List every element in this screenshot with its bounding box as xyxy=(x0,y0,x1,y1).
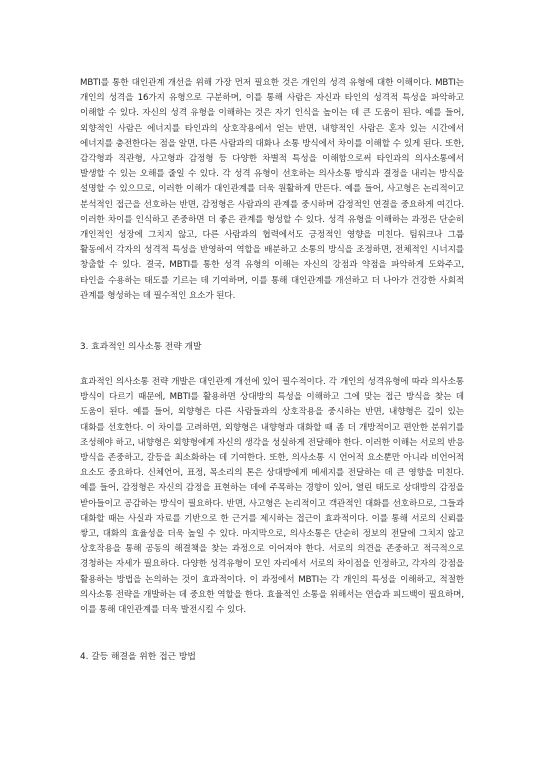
section-3-paragraph: 효과적인 의사소통 전략 개발은 대인관계 개선에 있어 필수적이다. 각 개인의 성격유형에 따라 의사소통 방식이 다르기 때문에, MBTI를 활용하면 상대방의 특성을 이해하고 그에 맞는 접근 방식을 찾는 데 도움이 된다. 예를 들어, 외향형은 다른 사람들과의 상호작용을 중시하는 반면, 내향형은 깊이 있는 대화를 선호한다. 이 차이를 고려하면, 외향형은 내향형과 대화할 때 좀 더 개방적이고 편안한 분위기를 조성해야 하고, 내향형은 외향형에게 자신의 생각을 성실하게 전달해야 한다. 이러한 이해는 서로의 반응 방식을 존중하고, 갈등을 최소화하는 데 기여한다. 또한, 의사소통 시 언어적 요소뿐만 아니라 비언어적 요소도 중요하다. 신체언어, 표정, 목소리의 톤은 상대방에게 메세지를 전달하는 데 큰 영향을 미친다. 예를 들어, 감정형은 자신의 감정을 표현하는 데에 주목하는 경향이 있어, 열린 태도로 상대방의 감정을 받아들이고 공감하는 방식이 필요하다. 반면, 사고형은 논리적이고 객관적인 대화를 선호하므로, 그들과 대화할 때는 사실과 자료를 기반으로 한 근거를 제시하는 접근이 효과적이다. 이를 통해 서로의 신뢰를 쌓고, 대화의 효율성을 더욱 높일 수 있다. 마지막으로, 의사소통은 단순히 정보의 전달에 그치지 않고 상호작용을 통해 공동의 해결책을 찾는 과정으로 이어져야 한다. 서로의 의견을 존중하고 적극적으로 경청하는 자세가 필요하다. 다양한 성격유형이 모인 자리에서 서로의 차이점을 인정하고, 각자의 강점을 활용하는 방법을 논의하는 것이 효과적이다. 이 과정에서 MBTI는 각 개인의 특성을 이해하고, 적절한 의사소통 전략을 개발하는 데 중요한 역할을 한다. 효율적인 소통을 위해서는 연습과 피드백이 필요하며, 이를 통해 대인관계를 더욱 발전시킬 수 있다. xyxy=(80,377,464,616)
section-4-heading: 4. 갈등 해결을 위한 접근 방법 xyxy=(80,652,196,663)
section-3-heading: 3. 효과적인 의사소통 전략 개발 xyxy=(80,342,202,353)
document-body xyxy=(80,76,464,665)
section-2-paragraph: MBTI를 통한 대인관계 개선을 위해 가장 먼저 필요한 것은 개인의 성격 유형에 대한 이해이다. MBTI는 개인의 성격을 16가지 유형으로 구분하며, 이를 통해 사람은 자신과 타인의 성격적 특성을 파악하고 이해할 수 있다. 자신의 성격 유형을 이해하는 것은 자기 인식을 높이는 데 큰 도움이 된다. 예를 들어, 외향적인 사람은 에너지를 타인과의 상호작용에서 얻는 반면, 내향적인 사람은 혼자 있는 시간에서 에너지를 충전한다는 점을 알면, 다른 사람과의 대화나 소통 방식에서 차이를 이해할 수 있게 된다. 또한, 감각형과 직관형, 사고형과 감정형 등 다양한 차별적 특성을 이해함으로써 타인과의 의사소통에서 발생할 수 있는 오해를 줄일 수 있다. 각 성격 유형이 선호하는 의사소통 방식과 결정을 내리는 방식을 설명할 수 있으므로, 이러한 이해가 대인관계를 더욱 원활하게 만든다. 예를 들어, 사고형은 논리적이고 분석적인 접근을 선호하는 반면, 감정형은 사람과의 관계를 중시하며 감정적인 연결을 중요하게 여긴다. 이러한 차이를 인식하고 존중하면 더 좋은 관계를 형성할 수 있다. 성격 유형을 이해하는 과정은 단순히 개인적인 성장에 그치지 않고, 다른 사람과의 협력에서도 긍정적인 영향을 미친다. 팀워크나 그룹 활동에서 각자의 성격적 특성을 반영하여 역할을 배분하고 소통의 방식을 조정하면, 전체적인 시너지를 창출할 수 있다. 결국, MBTI를 통한 성격 유형의 이해는 자신의 강점과 약점을 파악하게 도와주고, 타인을 수용하는 태도를 기르는 데 기여하며, 이를 통해 대인관계를 개선하고 더 나아가 건강한 사회적 관계를 형성하는 데 필수적인 요소가 된다. xyxy=(80,78,464,301)
